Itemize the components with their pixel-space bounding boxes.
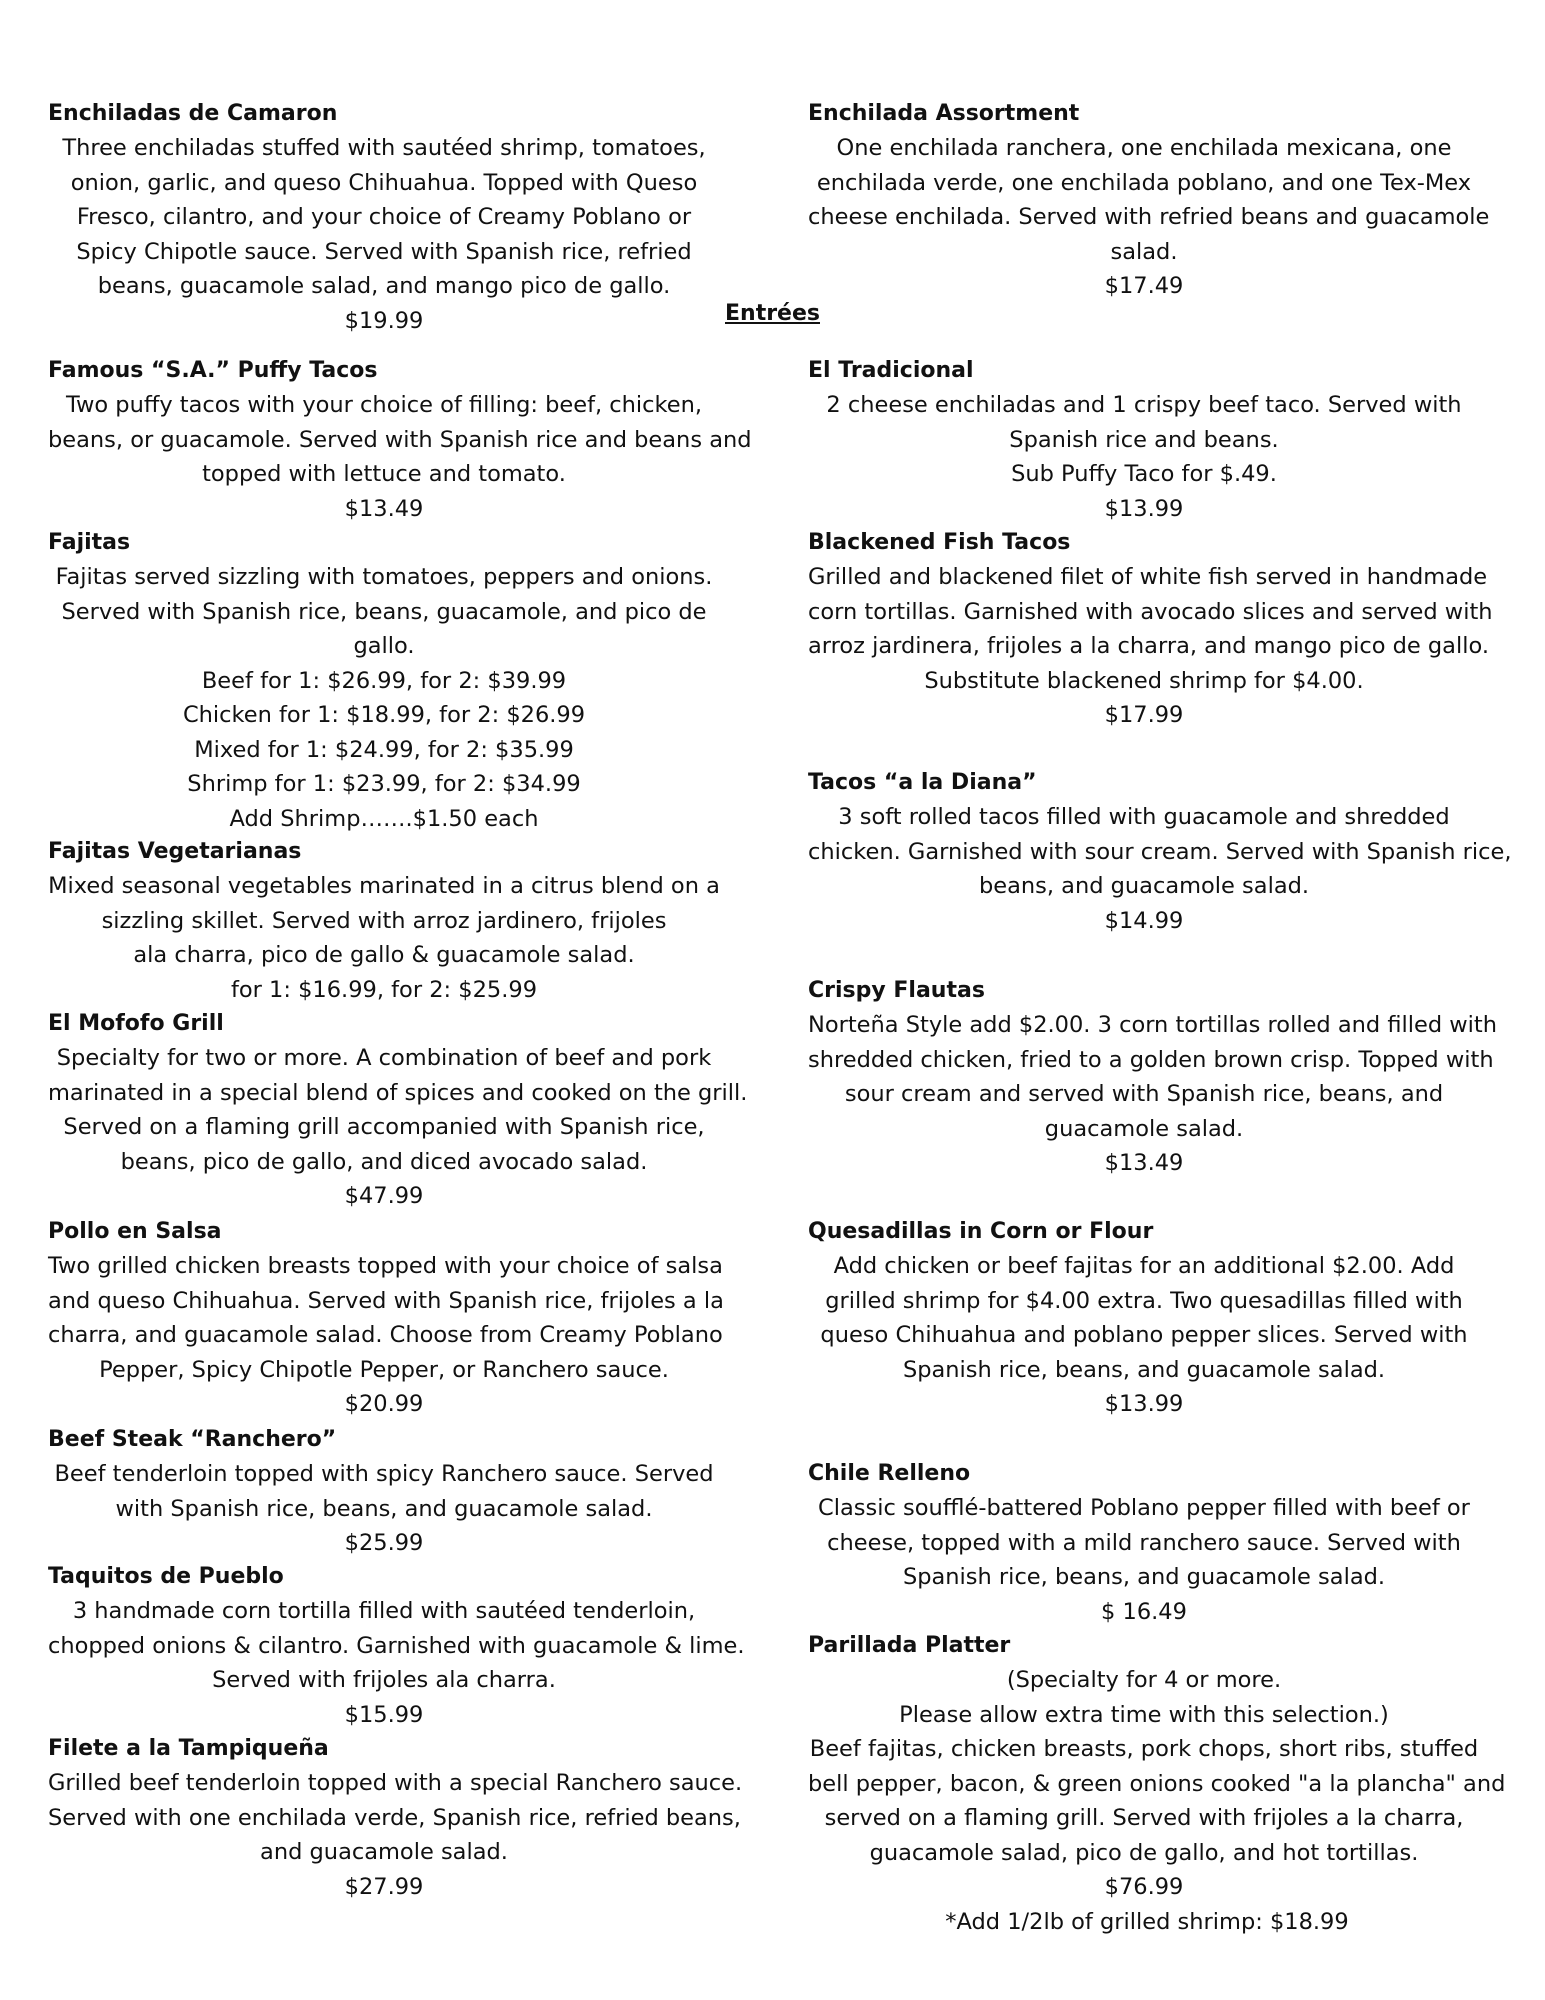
- menu-item-name: Famous “S.A.” Puffy Tacos: [48, 358, 378, 383]
- menu-item-price: $13.49: [344, 495, 424, 522]
- menu-item-name: Quesadillas in Corn or Flour: [808, 1219, 1154, 1244]
- menu-item: [808, 766, 1512, 938]
- menu-item-description-line: Fresco, cilantro, and your choice of Creamy Poblano or: [76, 204, 692, 230]
- menu-item-price: $17.99: [1104, 702, 1184, 728]
- menu-item-name: Fajitas Vegetarianas: [48, 839, 302, 864]
- menu-item-description-line: with Spanish rice, beans, and guacamole salad.: [115, 1495, 653, 1522]
- menu-item-description-line: Grilled beef tenderloin topped with a special Ranchero sauce.: [48, 1770, 743, 1796]
- menu-item-description-line: Spanish rice and beans.: [1009, 426, 1279, 453]
- menu-item-price: $ 16.49: [1101, 1598, 1187, 1625]
- menu-item-description-line: for 1: $16.99, for 2: $25.99: [230, 976, 538, 1003]
- menu-item-description-line: sizzling skillet. Served with arroz jardinero, frijoles: [101, 907, 667, 934]
- menu-item: [808, 354, 1480, 526]
- menu-item: [808, 526, 1493, 733]
- menu-item: [48, 1007, 748, 1214]
- menu-item-description-line: Classic soufflé-battered Poblano pepper filled with beef or: [818, 1495, 1470, 1521]
- menu-item-description-line: beans, guacamole salad, and mango pico de gallo.: [97, 273, 671, 299]
- menu-item: [48, 1560, 745, 1732]
- menu-item-description-line: arroz jardinera, frijoles a la charra, and mango pico de gallo.: [808, 633, 1489, 659]
- menu-item-price: $13.49: [1104, 1150, 1184, 1176]
- menu-item-description-line: grilled shrimp for $4.00 extra. Two quesadillas filled with: [825, 1287, 1463, 1314]
- menu-item-description-line: chicken. Garnished with sour cream. Served with Spanish rice,: [808, 838, 1512, 865]
- menu-item-description-line: shredded chicken, fried to a golden brown crisp. Topped with: [808, 1046, 1494, 1073]
- menu-item-description-line: Please allow extra time with this selection.): [899, 1701, 1389, 1728]
- menu-item-description-line: Grilled and blackened filet of white fish served in handmade: [808, 564, 1488, 590]
- menu-item-name: Tacos “a la Diana”: [808, 770, 1037, 795]
- menu-item: [48, 1215, 724, 1422]
- menu-item-name: Beef Steak “Ranchero”: [48, 1427, 337, 1452]
- menu-item-name: Blackened Fish Tacos: [808, 530, 1071, 555]
- menu-item-name: Taquitos de Pueblo: [48, 1564, 284, 1589]
- menu-item-name: Pollo en Salsa: [48, 1219, 222, 1244]
- menu-item-description-line: Add Shrimp…….$1.50 each: [229, 805, 539, 832]
- menu-item-description-line: 3 handmade corn tortilla filled with sautéed tenderloin,: [72, 1598, 696, 1624]
- menu-item-name: Enchilada Assortment: [808, 101, 1080, 126]
- menu-item-description-line: topped with lettuce and tomato.: [202, 461, 566, 487]
- menu-item: [808, 97, 1490, 304]
- menu-item-description-line: Spanish rice, beans, and guacamole salad.: [902, 1564, 1386, 1590]
- menu-item-name: Crispy Flautas: [808, 978, 985, 1003]
- menu-item-description-line: Two grilled chicken breasts topped with your choice of salsa: [48, 1253, 723, 1279]
- menu-item-description-line: Shrimp for 1: $23.99, for 2: $34.99: [187, 771, 581, 797]
- menu-item-description-line: and guacamole salad.: [260, 1839, 508, 1865]
- menu-item-description-line: Sub Puffy Taco for $.49.: [1011, 461, 1277, 487]
- menu-item-description-line: marinated in a special blend of spices and cooked on the grill.: [48, 1079, 748, 1106]
- menu-item: [808, 1457, 1480, 1629]
- menu-item-description-line: charra, and guacamole salad. Choose from Creamy Poblano: [48, 1322, 723, 1348]
- menu-item-description-line: Beef for 1: $26.99, for 2: $39.99: [201, 667, 567, 694]
- menu-item: [48, 835, 720, 1007]
- menu-item-description-line: Beef tenderloin topped with spicy Ranchero sauce. Served: [54, 1461, 714, 1487]
- menu-item-description-line: Mixed seasonal vegetables marinated in a citrus blend on a: [48, 873, 720, 899]
- menu-item-description-line: Two puffy tacos with your choice of filling: beef, chicken,: [65, 392, 703, 418]
- menu-item-name: Chile Relleno: [808, 1461, 971, 1486]
- menu-item-description-line: One enchilada ranchera, one enchilada mexicana, one: [836, 135, 1452, 161]
- menu-item-description-line: ala charra, pico de gallo & guacamole salad.: [133, 942, 635, 968]
- menu-item-description-line: Beef fajitas, chicken breasts, pork chops, short ribs, stuffed: [809, 1736, 1479, 1762]
- menu-item-price: $20.99: [344, 1391, 424, 1417]
- menu-item-price: $14.99: [1104, 907, 1184, 934]
- menu-item-price: $47.99: [344, 1183, 424, 1209]
- menu-item-description-line: onion, garlic, and queso Chihuahua. Topped with Queso: [70, 169, 698, 196]
- menu-item-name: Parillada Platter: [808, 1633, 1011, 1658]
- menu-item: [808, 974, 1498, 1181]
- menu-item-name: Enchiladas de Camaron: [48, 101, 338, 126]
- menu-item-description-line: Served with Spanish rice, beans, guacamole, and pico de: [61, 598, 707, 625]
- menu-item-description-line: Add chicken or beef fajitas for an additional $2.00. Add: [833, 1253, 1455, 1279]
- menu-item-description-line: Served with frijoles ala charra.: [212, 1667, 556, 1693]
- menu-item-price: $13.99: [1104, 495, 1184, 522]
- menu-item-price: $13.99: [1104, 1391, 1184, 1417]
- menu-item-name: El Tradicional: [808, 358, 974, 383]
- menu-item-description-line: Norteña Style add $2.00. 3 corn tortillas rolled and filled with: [808, 1012, 1498, 1038]
- menu-item-description-line: corn tortillas. Garnished with avocado slices and served with: [808, 598, 1493, 625]
- menu-item: [808, 1215, 1480, 1422]
- menu-item-description-line: (Specialty for 4 or more.: [1006, 1667, 1282, 1693]
- menu-item-description-line: Spanish rice, beans, and guacamole salad.: [902, 1356, 1386, 1383]
- menu-item-description-line: *Add 1/2lb of grilled shrimp: $18.99: [945, 1908, 1349, 1935]
- menu-item: [48, 1423, 720, 1561]
- menu-item-description-line: 2 cheese enchiladas and 1 crispy beef taco. Served with: [826, 392, 1462, 418]
- menu-item-description-line: beans, pico de gallo, and diced avocado salad.: [120, 1148, 648, 1175]
- menu-item-description-line: beans, and guacamole salad.: [978, 873, 1310, 899]
- menu-item-description-line: queso Chihuahua and poblano pepper slices. Served with: [820, 1322, 1468, 1348]
- menu-item-description-line: salad.: [1110, 238, 1178, 265]
- menu-item-description-line: Pepper, Spicy Chipotle Pepper, or Ranchero sauce.: [99, 1356, 669, 1383]
- menu-item-description-line: served on a flaming grill. Served with frijoles a la charra,: [824, 1805, 1464, 1831]
- menu-item: [48, 526, 720, 836]
- menu-item: [48, 1732, 743, 1904]
- menu-item-price: $76.99: [1104, 1874, 1184, 1900]
- menu-item-description-line: cheese, topped with a mild ranchero sauce. Served with: [827, 1529, 1461, 1556]
- menu-item-name: Filete a la Tampiqueña: [48, 1736, 329, 1761]
- menu-item-description-line: bell pepper, bacon, & green onions cooked "a la plancha" and: [808, 1770, 1506, 1797]
- menu-item-description-line: sour cream and served with Spanish rice, beans, and: [844, 1081, 1444, 1107]
- menu-item-description-line: Specialty for two or more. A combination of beef and pork: [56, 1045, 712, 1071]
- menu-item-price: $17.49: [1104, 273, 1184, 299]
- menu-item-price: $19.99: [344, 307, 424, 334]
- menu-item-description-line: Mixed for 1: $24.99, for 2: $35.99: [194, 736, 574, 763]
- menu-item-description-line: Served with one enchilada verde, Spanish rice, refried beans,: [48, 1804, 741, 1831]
- menu-item-description-line: Served on a flaming grill accompanied with Spanish rice,: [63, 1114, 705, 1140]
- menu-item-description-line: guacamole salad.: [1044, 1115, 1244, 1142]
- menu-item-description-line: 3 soft rolled tacos filled with guacamole and shredded: [838, 804, 1450, 830]
- menu-item-description-line: Three enchiladas stuffed with sautéed shrimp, tomatoes,: [62, 135, 706, 161]
- menu-item-description-line: and queso Chihuahua. Served with Spanish rice, frijoles a la: [48, 1287, 724, 1314]
- menu-item-description-line: chopped onions & cilantro. Garnished with guacamole & lime.: [48, 1632, 745, 1659]
- menu-item-description-line: gallo.: [353, 633, 415, 659]
- menu-item-description-line: guacamole salad, pico de gallo, and hot tortillas.: [869, 1839, 1419, 1866]
- menu-item-price: $15.99: [344, 1701, 424, 1728]
- menu-item-description-line: cheese enchilada. Served with refried beans and guacamole: [808, 204, 1490, 230]
- menu-item-description-line: Fajitas served sizzling with tomatoes, peppers and onions.: [55, 564, 713, 590]
- menu-item: [48, 354, 752, 526]
- menu-item-description-line: Spicy Chipotle sauce. Served with Spanish rice, refried: [76, 238, 692, 265]
- section-title: Entrées: [725, 301, 820, 326]
- menu-item-price: $27.99: [344, 1873, 424, 1900]
- menu-item: [808, 1629, 1506, 1939]
- menu-item-price: $25.99: [344, 1530, 424, 1556]
- menu-item-description-line: enchilada verde, one enchilada poblano, and one Tex-Mex: [816, 169, 1472, 196]
- menu-item-name: Fajitas: [48, 530, 131, 555]
- menu-item-description-line: Chicken for 1: $18.99, for 2: $26.99: [182, 702, 586, 728]
- menu-item-description-line: Substitute blackened shrimp for $4.00.: [924, 667, 1364, 694]
- menu-item-name: El Mofofo Grill: [48, 1011, 224, 1036]
- menu-item-description-line: beans, or guacamole. Served with Spanish rice and beans and: [48, 426, 752, 453]
